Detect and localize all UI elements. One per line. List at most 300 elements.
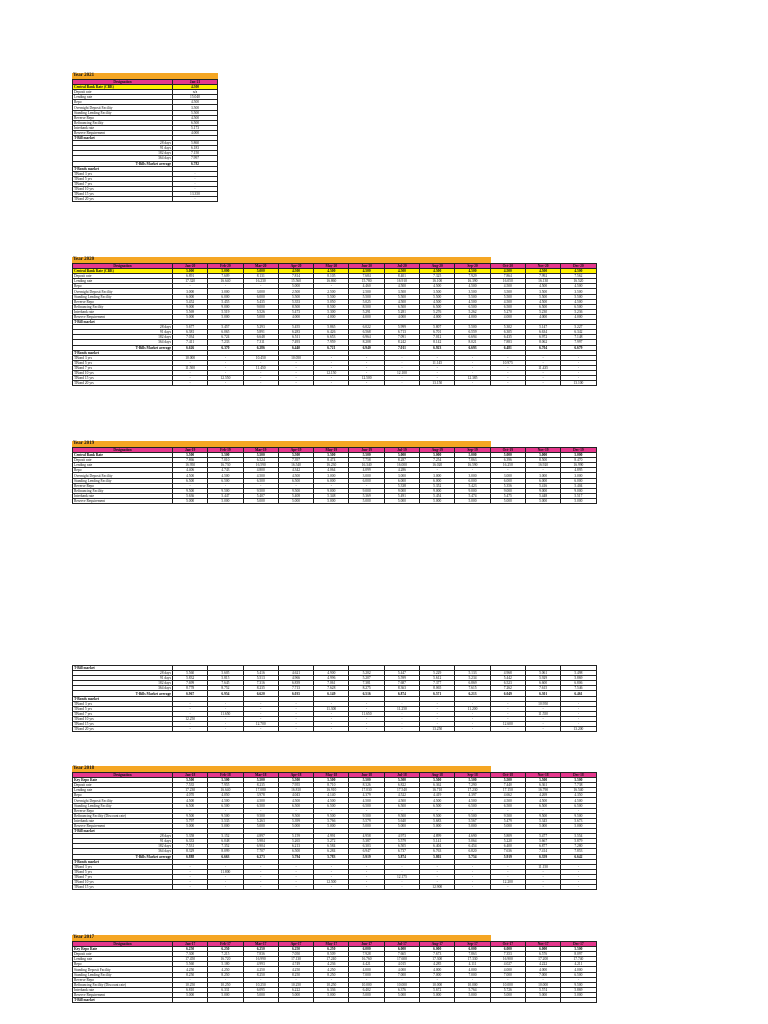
column-header-month: Aug-17 <box>420 942 455 947</box>
row-label: TBond 20 yrs <box>73 381 173 386</box>
table-cell: - <box>490 727 525 732</box>
table-cell <box>455 998 490 1003</box>
table-cell: 9.500 <box>561 982 596 987</box>
table-cell: - <box>173 197 218 202</box>
table-cell: 6.500 <box>208 478 243 483</box>
table-cell: 4.500 <box>455 284 490 289</box>
column-header-month: Jan-19 <box>173 448 208 453</box>
table-cell <box>278 998 313 1003</box>
table-cell: 17.300 <box>420 957 455 962</box>
table-cell: - <box>278 716 313 721</box>
table-cell: 7.959 <box>314 340 349 345</box>
table-cell: - <box>561 869 596 874</box>
row-label: Lending rate <box>73 279 173 284</box>
table-cell: 17.600 <box>384 957 419 962</box>
table-cell: 6.301 <box>525 691 560 696</box>
table-cell: - <box>384 711 419 716</box>
column-header-month: Apr-20 <box>278 264 313 269</box>
table-cell: - <box>314 977 349 982</box>
table-cell: - <box>349 370 384 375</box>
table-cell: - <box>314 874 349 879</box>
row-label: Interbank rate <box>73 125 173 130</box>
table-cell: 5.000 <box>455 498 490 503</box>
table-cell: - <box>490 874 525 879</box>
table-cell: 10.250 <box>243 982 278 987</box>
table-cell: - <box>384 381 419 386</box>
table-cell: 5.500 <box>490 778 525 783</box>
table-cell: 7.050 <box>278 952 313 957</box>
table-cell: 9.000 <box>208 304 243 309</box>
table-cell: 5.865 <box>314 325 349 330</box>
table-cell: - <box>455 711 490 716</box>
table-cell: 5.500 <box>455 778 490 783</box>
row-label: T-Bill market <box>73 136 173 141</box>
table-cell: - <box>173 370 208 375</box>
row-label: Reverse Repo <box>73 483 173 488</box>
column-header-month: Mar-18 <box>243 773 278 778</box>
table-cell: 4.690 <box>455 834 490 839</box>
table-cell: - <box>349 365 384 370</box>
table-cell: - <box>349 701 384 706</box>
table-cell: 12.600 <box>490 722 525 727</box>
table-cell: 4.621 <box>278 671 313 676</box>
table-cell: 4.043 <box>278 793 313 798</box>
table-cell <box>314 998 349 1003</box>
table-cell: 11.650 <box>208 711 243 716</box>
table-cell: 7.000 <box>525 972 560 977</box>
table-cell: 6.576 <box>525 952 560 957</box>
row-label: Standing Deposit Facility <box>73 967 173 972</box>
table-cell: - <box>561 370 596 375</box>
table-cell: - <box>455 716 490 721</box>
table-cell: - <box>420 874 455 879</box>
table-cell: 6.000 <box>384 947 419 952</box>
table-cell: - <box>384 716 419 721</box>
table-cell: 7.262 <box>490 686 525 691</box>
table-cell: 9.000 <box>314 488 349 493</box>
table-cell: 5.000 <box>490 498 525 503</box>
column-header-designation: Designation <box>73 264 173 269</box>
table-cell: 7.535 <box>173 783 208 788</box>
row-label: Standing Lending Facility <box>73 972 173 977</box>
column-header-month: Sep-19 <box>455 448 490 453</box>
row-label: TBond 5 yrs <box>73 869 173 874</box>
table-cell: 6.250 <box>278 947 313 952</box>
row-label: TBond 20 yrs <box>73 197 173 202</box>
table-cell: 4.500 <box>525 284 560 289</box>
table-cell: 6.500 <box>349 803 384 808</box>
row-label: Deposit rate <box>73 90 173 95</box>
table-cell: 4.000 <box>525 967 560 972</box>
table-cell: - <box>173 808 208 813</box>
table-cell: 4.958 <box>349 834 384 839</box>
table-cell: 4.421 <box>349 962 384 967</box>
table-cell: 3.500 <box>561 289 596 294</box>
table-cell: 6.000 <box>525 947 560 952</box>
table-cell: 5.860 <box>173 141 218 146</box>
table-cell: 5.477 <box>525 834 560 839</box>
table-cell: 5.302 <box>490 325 525 330</box>
table-cell: - <box>561 365 596 370</box>
table-cell: - <box>278 701 313 706</box>
table-cell: - <box>208 864 243 869</box>
table-cell: 7.997 <box>561 340 596 345</box>
table-cell: 6.877 <box>525 844 560 849</box>
table-cell: 9.500 <box>525 813 560 818</box>
table-cell: 12.550 <box>208 376 243 381</box>
row-label: TBond 15 yrs <box>73 192 173 197</box>
table-cell: 5.050 <box>314 299 349 304</box>
row-label: Interbank rate <box>73 818 173 823</box>
table-cell: - <box>349 885 384 890</box>
table-cell: 6.454 <box>455 844 490 849</box>
table-cell: 17.740 <box>561 957 596 962</box>
table-cell: - <box>525 381 560 386</box>
table-cell: 6.336 <box>314 987 349 992</box>
table-cell: - <box>349 869 384 874</box>
table-cell: - <box>243 977 278 982</box>
table-cell: - <box>525 977 560 982</box>
row-label: TBond 5 yrs <box>73 176 173 181</box>
column-header-month: Jul-17 <box>384 942 419 947</box>
row-label: Deposit rate <box>73 783 173 788</box>
table-cell: - <box>278 885 313 890</box>
table-cell: - <box>173 711 208 716</box>
table-cell <box>349 998 384 1003</box>
table-cell: 16.900 <box>490 957 525 962</box>
table-cell: - <box>208 885 243 890</box>
table-row <box>73 498 597 503</box>
table-cell: 10.000 <box>525 982 560 987</box>
row-label: 182 days <box>73 335 173 340</box>
table-cell: 8.778 <box>173 686 208 691</box>
table-cell: - <box>208 716 243 721</box>
table-cell: 5.579 <box>384 839 419 844</box>
table-cell: 17.450 <box>173 957 208 962</box>
table-cell: 5.338 <box>384 483 419 488</box>
table-cell: - <box>314 483 349 488</box>
table-cell: - <box>420 355 455 360</box>
table-cell: 2.500 <box>314 289 349 294</box>
column-header-month: Dec-19 <box>561 448 596 453</box>
table-cell: - <box>208 874 243 879</box>
table-cell: 9.000 <box>455 488 490 493</box>
table-cell: 7.440 <box>490 783 525 788</box>
table-cell: 5.207 <box>349 676 384 681</box>
table-cell: - <box>278 808 313 813</box>
table-cell: 16.990 <box>243 957 278 962</box>
table-cell: 6.370 <box>208 345 243 350</box>
row-label: 91 days <box>73 676 173 681</box>
table-cell: - <box>455 468 490 473</box>
table-cell: 5.387 <box>349 839 384 844</box>
table-cell: 5.407 <box>243 493 278 498</box>
table-cell: 6.065 <box>208 330 243 335</box>
table-cell: 4.500 <box>420 284 455 289</box>
table-cell: 10.000 <box>349 982 384 987</box>
table-cell: 7.000 <box>490 972 525 977</box>
table-cell: 16.250 <box>490 463 525 468</box>
table-cell: 4.899 <box>420 834 455 839</box>
table-cell: 6.342 <box>561 330 596 335</box>
table-cell: 10.000 <box>455 982 490 987</box>
table-cell: 7.150 <box>173 151 218 156</box>
table-cell: - <box>314 360 349 365</box>
table-cell: 5.498 <box>561 671 596 676</box>
table-cell: 9.000 <box>525 488 560 493</box>
table-cell: 4.064 <box>314 468 349 473</box>
table-cell: - <box>420 711 455 716</box>
table-cell: 7.397 <box>278 458 313 463</box>
table-cell: 4.000 <box>455 314 490 319</box>
table-cell: 5.683 <box>420 818 455 823</box>
table-cell: 4.140 <box>314 793 349 798</box>
row-label: Interbank rate <box>73 493 173 498</box>
table-cell: - <box>455 874 490 879</box>
table-cell: 6.250 <box>314 947 349 952</box>
table-cell: 9.500 <box>208 488 243 493</box>
table-cell: 4.500 <box>314 798 349 803</box>
table-cell: 5.265 <box>278 839 313 844</box>
rates-table <box>72 772 597 890</box>
row-label: Deposit rate <box>73 952 173 957</box>
table-cell: - <box>243 711 278 716</box>
table-cell: 4.000 <box>490 314 525 319</box>
table-cell: 6.701 <box>420 330 455 335</box>
row-label: T-Bills Market average <box>73 854 173 859</box>
table-cell: - <box>349 808 384 813</box>
table-cell: 4.500 <box>420 269 455 274</box>
table-cell: 5.416 <box>525 483 560 488</box>
table-cell: 3.500 <box>455 289 490 294</box>
table-row <box>73 885 597 890</box>
table-cell: 5.000 <box>208 314 243 319</box>
table-cell: 5.291 <box>349 309 384 314</box>
table-cell: 6.874 <box>384 691 419 696</box>
table-cell: 5.667 <box>525 839 560 844</box>
table-cell: 6.213 <box>278 844 313 849</box>
table-cell: 6.642 <box>561 854 596 859</box>
table-cell: 5.141 <box>420 839 455 844</box>
table-cell: 5.000 <box>173 314 208 319</box>
table-cell: 4.500 <box>420 798 455 803</box>
table-cell: 6.500 <box>278 478 313 483</box>
table-cell: 4.743 <box>208 468 243 473</box>
table-cell: 5.147 <box>525 325 560 330</box>
row-label: Refinancing Facility (Discount rate) <box>73 813 173 818</box>
table-cell: 9.500 <box>278 813 313 818</box>
table-cell: 6.048 <box>208 839 243 844</box>
table-cell: 6.283 <box>278 330 313 335</box>
table-cell: 5.416 <box>243 671 278 676</box>
row-label: Reserve Requirement <box>73 992 173 997</box>
table-cell: 5.202 <box>349 671 384 676</box>
table-cell: 4.000 <box>455 967 490 972</box>
table-cell <box>243 998 278 1003</box>
table-cell: - <box>173 885 208 890</box>
table-cell: 4.800 <box>243 468 278 473</box>
table-cell: 5.281 <box>384 309 419 314</box>
table-cell: 11.150 <box>525 864 560 869</box>
table-cell: 6.376 <box>384 987 419 992</box>
table-cell: 5.000 <box>490 453 525 458</box>
row-label: Interbank rate <box>73 987 173 992</box>
table-cell: - <box>243 701 278 706</box>
table-cell: 4.250 <box>173 967 208 972</box>
table-cell: - <box>314 355 349 360</box>
table-cell: 5.448 <box>525 493 560 498</box>
table-cell: 10.250 <box>278 982 313 987</box>
table-cell: - <box>208 879 243 884</box>
table-cell: 8.474 <box>314 458 349 463</box>
table-cell: 6.500 <box>420 304 455 309</box>
table-cell: 9.500 <box>455 813 490 818</box>
table-cell: 7.836 <box>243 952 278 957</box>
table-cell: 6.737 <box>384 849 419 854</box>
year-label: Year 2020 <box>72 257 491 263</box>
table-cell: 7.215 <box>208 952 243 957</box>
table-cell: 9.500 <box>243 813 278 818</box>
table-cell: 7.928 <box>349 952 384 957</box>
table-cell: 7.866 <box>173 458 208 463</box>
table-cell: 5.000 <box>525 992 560 997</box>
table-cell: 5.276 <box>420 309 455 314</box>
table-cell: - <box>455 864 490 869</box>
table-cell: 6.500 <box>208 803 243 808</box>
table-cell: 12.385 <box>455 376 490 381</box>
table-cell: - <box>349 381 384 386</box>
table-cell: 5.807 <box>420 325 455 330</box>
table-cell: - <box>278 381 313 386</box>
table-cell: 6.000 <box>349 947 384 952</box>
table-cell: - <box>243 727 278 732</box>
table-cell: 5.000 <box>208 992 243 997</box>
table-cell: 5.457 <box>208 325 243 330</box>
column-header-designation: Designation <box>73 80 173 85</box>
table-cell: 6.361 <box>525 783 560 788</box>
table-cell: - <box>561 360 596 365</box>
column-header-month: Apr-17 <box>278 942 313 947</box>
column-header-month: Aug-20 <box>420 264 455 269</box>
table-cell: 5.293 <box>243 325 278 330</box>
table-cell: 8.131 <box>243 274 278 279</box>
table-cell: - <box>420 468 455 473</box>
table-cell: 5.000 <box>314 992 349 997</box>
table-cell: 5.356 <box>490 483 525 488</box>
table-cell: - <box>208 808 243 813</box>
table-cell: 16.230 <box>314 463 349 468</box>
table-cell: - <box>243 869 278 874</box>
table-cell: 6.947 <box>349 849 384 854</box>
table-cell: 6.000 <box>455 478 490 483</box>
year-label: Year 2021 <box>72 73 218 79</box>
table-cell: 3.000 <box>349 473 384 478</box>
table-cell: 6.648 <box>243 335 278 340</box>
table-cell: 7.414 <box>525 849 560 854</box>
table-cell: - <box>243 381 278 386</box>
table-cell: 4.500 <box>278 798 313 803</box>
table-cell: 5.500 <box>208 778 243 783</box>
row-label: TBond 7 yrs <box>73 181 173 186</box>
table-cell: 5.000 <box>208 269 243 274</box>
table-cell: 7.011 <box>384 345 419 350</box>
table-cell: - <box>455 869 490 874</box>
table-cell: - <box>561 376 596 381</box>
column-header-month: Dec-17 <box>561 942 596 947</box>
table-cell: 5.000 <box>349 823 384 828</box>
table-cell: 4.500 <box>173 798 208 803</box>
table-cell: - <box>420 376 455 381</box>
table-cell: 17.540 <box>384 788 419 793</box>
year-label: Year 2017 <box>72 935 491 941</box>
table-cell: 8.250 <box>208 972 243 977</box>
table-cell: 5.500 <box>455 294 490 299</box>
table-cell: 4.500 <box>173 473 208 478</box>
table-cell: - <box>243 370 278 375</box>
table-cell: - <box>455 360 490 365</box>
table-cell: - <box>561 885 596 890</box>
table-cell: 12.900 <box>420 885 455 890</box>
table-cell: 5.000 <box>243 314 278 319</box>
row-label: TBond 3 yrs <box>73 355 173 360</box>
table-cell: 5.262 <box>455 309 490 314</box>
table-cell: 12.500 <box>349 376 384 381</box>
table-cell: 13.350 <box>173 192 218 197</box>
table-cell: 6.500 <box>561 304 596 309</box>
column-header-month: Jan-20 <box>173 264 208 269</box>
row-label: Reserve Requirement <box>73 823 173 828</box>
table-cell: - <box>208 365 243 370</box>
table-cell: - <box>384 727 419 732</box>
table-cell: - <box>490 701 525 706</box>
table-cell: 3.000 <box>384 473 419 478</box>
table-cell: 5.919 <box>349 854 384 859</box>
table-cell: 5.455 <box>278 325 313 330</box>
rates-table <box>72 665 597 732</box>
row-label: TBond 7 yrs <box>73 365 173 370</box>
table-cell: - <box>490 716 525 721</box>
table-cell: - <box>525 360 560 365</box>
table-cell: 6.940 <box>349 345 384 350</box>
table-cell: 7.955 <box>278 783 313 788</box>
table-cell: 3.978 <box>243 793 278 798</box>
table-cell: 6.000 <box>420 947 455 952</box>
table-cell: 9.000 <box>349 488 384 493</box>
table-cell: 5.064 <box>455 839 490 844</box>
table-cell: 4.027 <box>490 962 525 967</box>
table-cell: 5.159 <box>278 834 313 839</box>
table-cell: 5.152 <box>208 834 243 839</box>
table-cell: - <box>173 186 218 191</box>
table-cell: 5.000 <box>525 823 560 828</box>
column-header-month: Oct-17 <box>490 942 525 947</box>
table-cell: - <box>173 381 208 386</box>
row-label: 28 days <box>73 834 173 839</box>
row-label: Key Repo Rate <box>73 778 173 783</box>
table-cell: 4.500 <box>525 269 560 274</box>
table-cell: 6.000 <box>243 294 278 299</box>
table-cell: 5.517 <box>561 493 596 498</box>
table-cell: 16.790 <box>525 788 560 793</box>
table-cell: 9.500 <box>490 813 525 818</box>
table-cell: 2.500 <box>278 289 313 294</box>
table-cell: - <box>490 885 525 890</box>
table-cell: 5.000 <box>278 992 313 997</box>
row-label: Reverse Repo <box>73 115 173 120</box>
table-cell: 5.479 <box>490 818 525 823</box>
table-cell: 16.730 <box>208 463 243 468</box>
table-cell: 4.406 <box>173 468 208 473</box>
